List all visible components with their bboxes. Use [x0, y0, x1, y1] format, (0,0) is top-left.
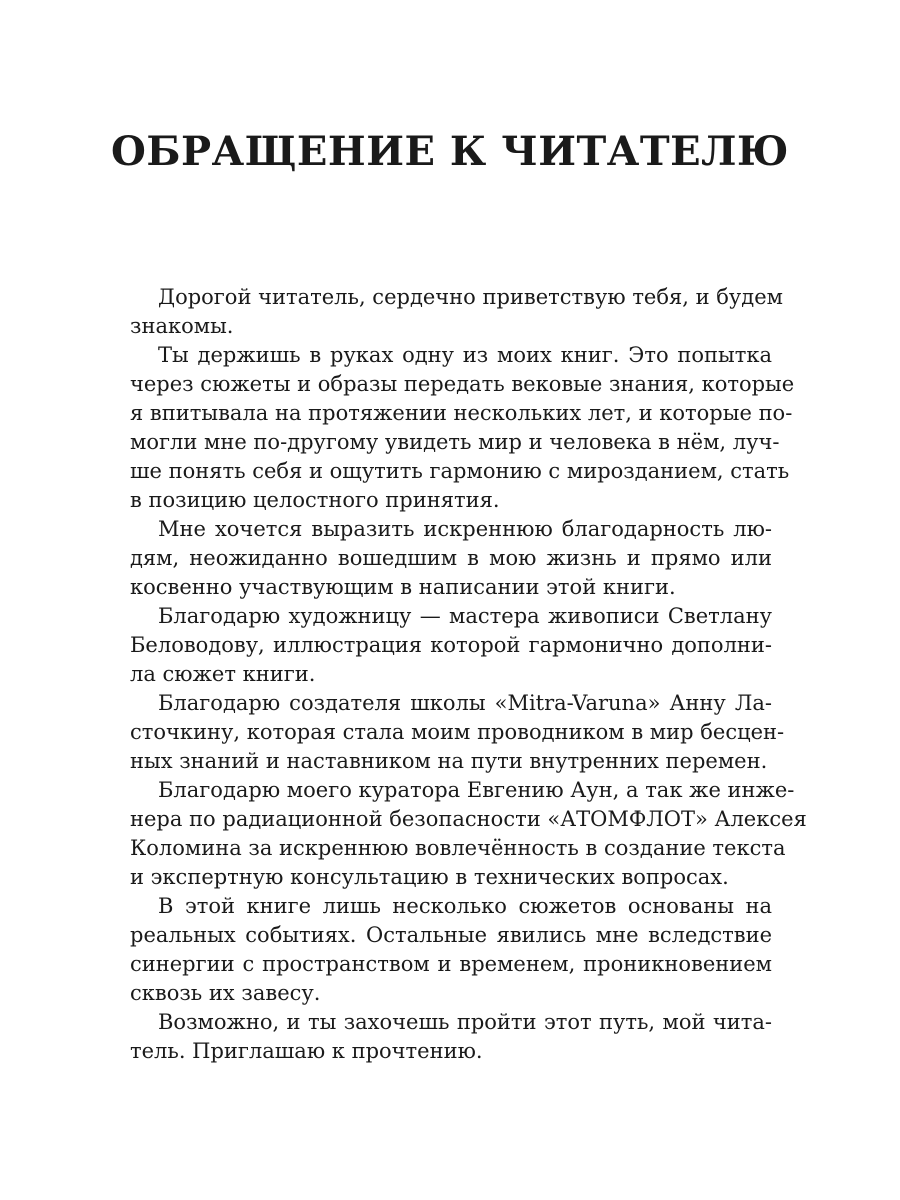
text-line: дям, неожиданно вошедшим в мою жизнь и прямо или [130, 546, 772, 570]
text-line: сквозь их завесу. [130, 981, 321, 1005]
text-line: нера по радиационной безопасности «АТОМФЛОТ» Алексея [130, 807, 807, 831]
text-line: могли мне по-другому увидеть мир и человека в нём, луч- [130, 430, 780, 454]
text-line: я впитывала на протяжении нескольких лет, и которые по- [130, 401, 793, 425]
text-line: и экспертную консультацию в технических вопросах. [130, 865, 729, 889]
text-line: синергии с пространством и временем, проникновением [130, 952, 772, 976]
text-line: тель. Приглашаю к прочтению. [130, 1039, 483, 1063]
paragraph [130, 341, 795, 515]
text-line: сточкину, которая стала моим проводником в мир бесцен- [130, 720, 785, 744]
paragraph [130, 892, 772, 1008]
text-line: Беловодову, иллюстрация которой гармонично дополни- [130, 633, 772, 657]
paragraph [130, 776, 807, 892]
paragraph [130, 689, 785, 776]
text-line: Ты держишь в руках одну из моих книг. Это попытка [158, 343, 772, 367]
text-line: косвенно участвующим в написании этой книги. [130, 575, 676, 599]
paragraph [130, 283, 783, 341]
text-line: ла сюжет книги. [130, 662, 316, 686]
text-line: Благодарю создателя школы «Mitra-Varuna» Анну Ла- [158, 691, 772, 715]
text-line: Мне хочется выразить искреннюю благодарность лю- [158, 517, 772, 541]
paragraph [130, 602, 772, 689]
text-line: реальных событиях. Остальные явились мне вследствие [130, 923, 772, 947]
text-line: Коломина за искреннюю вовлечённость в создание текста [130, 836, 786, 860]
text-line: Возможно, и ты захочешь пройти этот путь, мой чита- [158, 1010, 772, 1034]
text-line: в позицию целостного принятия. [130, 488, 500, 512]
text-line: Дорогой читатель, сердечно приветствую тебя, и будем [158, 285, 783, 309]
text-line: ных знаний и наставником на пути внутренних перемен. [130, 749, 768, 773]
text-line: через сюжеты и образы передать вековые знания, которые [130, 372, 795, 396]
text-line: ше понять себя и ощутить гармонию с мирозданием, стать [130, 459, 790, 483]
text-line: Благодарю моего куратора Евгению Аун, а так же инже- [158, 778, 795, 802]
text-line: знакомы. [130, 314, 234, 338]
page-title: ОБРАЩЕНИЕ К ЧИТАТЕЛЮ [111, 128, 789, 175]
paragraph [130, 1008, 772, 1066]
text-line: В этой книге лишь несколько сюжетов основаны на [158, 894, 772, 918]
text-line: Благодарю художницу — мастера живописи Светлану [158, 604, 772, 628]
paragraph [130, 515, 772, 602]
body-text [130, 283, 807, 1066]
